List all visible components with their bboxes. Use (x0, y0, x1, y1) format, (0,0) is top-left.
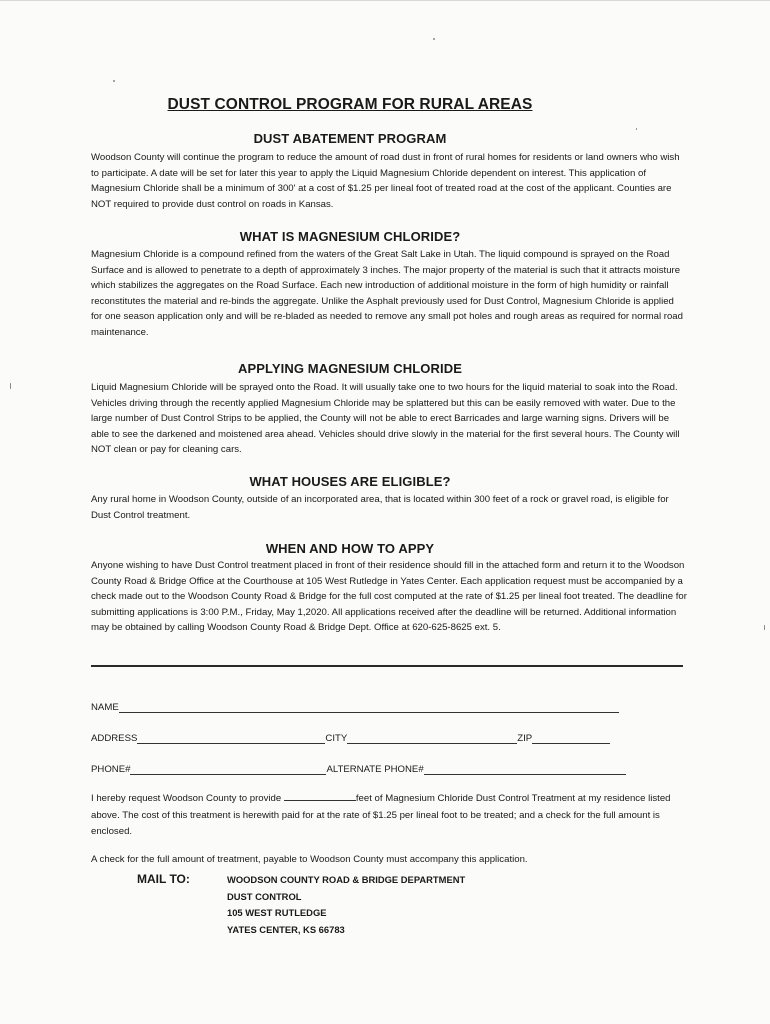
name-row (91, 702, 619, 713)
address-field[interactable] (137, 733, 325, 744)
scan-speck (764, 625, 765, 630)
mailing-address-line: WOODSON COUNTY ROAD & BRIDGE DEPARTMENT (227, 874, 466, 885)
paragraph-eligible-houses: Any rural home in Woodson County, outside of an incorporated area, that is located within 300 feet of a rock or gravel road, is eligible for Dust Control treatment. (91, 494, 669, 521)
paragraph-what-is-magnesium-chloride: Magnesium Chloride is a compound refined from the waters of the Great Salt Lake in Utah. The liquid compound is sprayed on the Road Surface and is allowed to penetrate to a depth of approximately 3 inches. The major property of the material is such that it attracts moisture which stabilizes the aggregates on the Road Surface. Each new introduction of additional moisture in the form of high humidity or rainfall reconstitutes the material and re-binds the aggregate. Unlike the Asphalt previously used for Dust Control, Magnesium Chloride is applied for one season application only and will be re-bladed as needed to remove any small pot holes and rough areas as required for normal road maintenance. (91, 249, 683, 338)
phone-field[interactable] (130, 764, 326, 775)
scan-speck (10, 383, 11, 389)
alternate-phone-field[interactable] (424, 764, 626, 775)
mail-to-label: MAIL TO: (137, 872, 190, 886)
feet-requested-field[interactable] (284, 791, 356, 801)
mailing-address-line: YATES CENTER, KS 66783 (227, 923, 345, 935)
request-statement (91, 791, 681, 841)
scan-speck (113, 80, 115, 82)
scan-speck (433, 38, 435, 40)
heading-eligible-houses: WHAT HOUSES ARE ELIGIBLE? (249, 474, 451, 489)
paragraph-when-and-how: Anyone wishing to have Dust Control treatment placed in front of their residence should fill in the attached form and return it to the Woodson County Road & Bridge Office at the Courthouse at 105 West Rutledge in Yates Center. Each application request must be accompanied by a check made out to the Woodson County Road & Bridge for the full cost computed at the rate of $1.25 per lineal foot treated. The deadline for submitting applications is 3:00 P.M., Friday, May 1,2020. All applications received after the deadline will be returned. Additional information may be obtained by calling Woodson County Road & Bridge Dept. Office at 620-625-8625 ext. 5. (91, 560, 687, 633)
heading-applying-magnesium-chloride: APPLYING MAGNESIUM CHLORIDE (238, 361, 462, 376)
alternate-phone-label: ALTERNATE PHONE# (326, 764, 424, 775)
request-text-after: feet of Magnesium Chloride Dust Control Treatment at my residence listed above. The cost of this treatment is herewith paid for at the rate of $1.25 per lineal foot to be treated; and a check for the full amount is enclosed. (91, 793, 671, 837)
scan-edge (0, 0, 770, 1)
city-label: CITY (325, 733, 348, 744)
address-label: ADDRESS (91, 733, 138, 744)
request-text-before: I hereby request Woodson County to provide (91, 793, 284, 804)
paragraph-applying-magnesium-chloride: Liquid Magnesium Chloride will be sprayed onto the Road. It will usually take one to two hours for the liquid material to soak into the Road. Vehicles driving through the recently applied Magnesium Chloride may be splattered but this can be easily removed with water. Due to the large number of Dust Control Strips to be applied, the County will not be able to erect Barricades and large warning signs. Drivers will be able to see the darkened and moistened area ahead. Vehicles should drive slowly in the material for the first several hours. The County will NOT clean or pay for cleaning cars. (91, 382, 680, 455)
address-row (91, 733, 610, 744)
phone-row (91, 764, 626, 775)
paragraph-dust-abatement: Woodson County will continue the program to reduce the amount of road dust in front of rural homes for residents or land owners who wish to participate. A date will be set for later this year to apply the Liquid Magnesium Chloride dependent on interest. This application of Magnesium Chloride shall be a minimum of 300' at a cost of $1.25 per lineal foot of treated road at the cost of the applicant. Counties are NOT required to provide dust control on roads in Kansas. (91, 152, 680, 210)
mailing-address-line: 105 WEST RUTLEDGE (227, 907, 327, 918)
mailing-address (227, 872, 465, 938)
heading-what-is-magnesium-chloride: WHAT IS MAGNESIUM CHLORIDE? (239, 229, 461, 244)
name-label: NAME (91, 702, 119, 713)
name-field[interactable] (119, 702, 619, 713)
check-note: A check for the full amount of treatment, payable to Woodson County must accompany this application. (91, 854, 528, 865)
mailing-address-line: DUST CONTROL (227, 890, 302, 902)
heading-when-and-how: WHEN AND HOW TO APPY (265, 541, 435, 556)
zip-field[interactable] (532, 733, 610, 744)
heading-dust-abatement: DUST ABATEMENT PROGRAM (253, 131, 447, 146)
scan-speck (636, 128, 637, 130)
document-title: DUST CONTROL PROGRAM FOR RURAL AREAS (167, 96, 533, 113)
phone-label: PHONE# (91, 764, 131, 775)
city-field[interactable] (347, 733, 517, 744)
zip-label: ZIP (517, 733, 533, 744)
section-divider (91, 665, 683, 667)
